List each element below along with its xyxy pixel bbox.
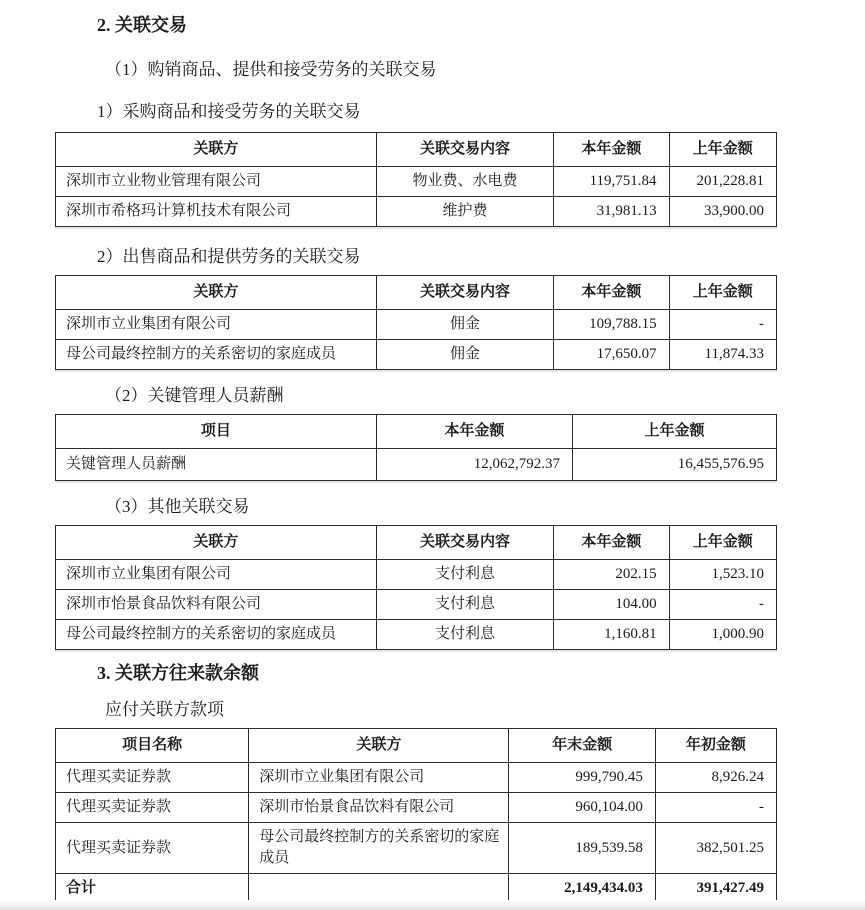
table-key-management-compensation xyxy=(55,414,777,481)
page-bottom-scan-band xyxy=(0,900,865,910)
cell-current-year-amount: 1,160.81 xyxy=(554,620,669,650)
column-header-transaction-content: 关联交易内容 xyxy=(376,526,553,560)
table-row xyxy=(56,340,777,370)
column-header-current-year-amount: 本年金额 xyxy=(376,415,572,449)
column-header-related-party: 关联方 xyxy=(249,729,509,763)
cell-transaction-content: 支付利息 xyxy=(376,620,553,650)
column-header-item: 项目 xyxy=(56,415,377,449)
table-other-transactions xyxy=(55,525,777,650)
cell-prior-year-amount: 33,900.00 xyxy=(669,197,776,227)
subsection-title-key-management: （2）关键管理人员薪酬 xyxy=(105,386,284,405)
cell-related-party: 深圳市立业物业管理有限公司 xyxy=(56,167,377,197)
cell-related-party: 母公司最终控制方的关系密切的家庭成员 xyxy=(56,620,377,650)
cell-related-party: 深圳市立业集团有限公司 xyxy=(56,560,377,590)
cell-transaction-content: 支付利息 xyxy=(376,560,553,590)
table-row xyxy=(56,310,777,340)
cell-year-end-amount: 189,539.58 xyxy=(509,823,655,874)
subsection-title-purchase-sale-services: （1）购销商品、提供和接受劳务的关联交易 xyxy=(105,60,437,79)
table-row xyxy=(56,823,777,874)
column-header-transaction-content: 关联交易内容 xyxy=(376,133,553,167)
cell-current-year-amount: 104.00 xyxy=(554,590,669,620)
cell-related-party: 深圳市怡景食品饮料有限公司 xyxy=(56,590,377,620)
cell-transaction-content: 维护费 xyxy=(376,197,553,227)
cell-year-end-amount: 999,790.45 xyxy=(509,763,655,793)
table-sales xyxy=(55,275,777,370)
cell-total-year-end-amount: 2,149,434.03 xyxy=(509,874,655,904)
cell-total-label: 合计 xyxy=(56,874,249,904)
cell-prior-year-amount: 1,000.90 xyxy=(669,620,776,650)
cell-current-year-amount: 109,788.15 xyxy=(554,310,669,340)
table-purchases xyxy=(55,132,777,227)
column-header-year-end-amount: 年末金额 xyxy=(509,729,655,763)
cell-total-related-party xyxy=(249,874,509,904)
column-header-current-year-amount: 本年金额 xyxy=(554,526,669,560)
table-total-row xyxy=(56,874,777,904)
cell-related-party: 母公司最终控制方的关系密切的家庭成员 xyxy=(56,340,377,370)
cell-related-party: 深圳市立业集团有限公司 xyxy=(56,310,377,340)
cell-transaction-content: 佣金 xyxy=(376,340,553,370)
table-header-row xyxy=(56,276,777,310)
column-header-related-party: 关联方 xyxy=(56,276,377,310)
cell-current-year-amount: 31,981.13 xyxy=(554,197,669,227)
column-header-related-party: 关联方 xyxy=(56,526,377,560)
subsection-title-other-transactions: （3）其他关联交易 xyxy=(105,497,250,516)
table-row xyxy=(56,197,777,227)
cell-year-start-amount: 8,926.24 xyxy=(655,763,776,793)
table-row xyxy=(56,449,777,481)
subsection-title-payables: 应付关联方款项 xyxy=(105,700,224,719)
table-row xyxy=(56,793,777,823)
cell-current-year-amount: 17,650.07 xyxy=(554,340,669,370)
table-header-row xyxy=(56,415,777,449)
cell-transaction-content: 物业费、水电费 xyxy=(376,167,553,197)
cell-related-party: 深圳市立业集团有限公司 xyxy=(249,763,509,793)
table-row xyxy=(56,620,777,650)
cell-prior-year-amount: 16,455,576.95 xyxy=(572,449,776,481)
cell-year-start-amount: - xyxy=(655,793,776,823)
cell-total-year-start-amount: 391,427.49 xyxy=(655,874,776,904)
cell-prior-year-amount: 201,228.81 xyxy=(669,167,776,197)
cell-current-year-amount: 12,062,792.37 xyxy=(376,449,572,481)
cell-prior-year-amount: 1,523.10 xyxy=(669,560,776,590)
cell-item-name: 代理买卖证券款 xyxy=(56,823,249,874)
table-row xyxy=(56,590,777,620)
column-header-transaction-content: 关联交易内容 xyxy=(376,276,553,310)
cell-related-party: 深圳市希格玛计算机技术有限公司 xyxy=(56,197,377,227)
column-header-year-start-amount: 年初金额 xyxy=(655,729,776,763)
subsection-title-sales: 2）出售商品和提供劳务的关联交易 xyxy=(97,247,361,266)
table-header-row xyxy=(56,133,777,167)
cell-transaction-content: 支付利息 xyxy=(376,590,553,620)
subsection-title-purchases: 1）采购商品和接受劳务的关联交易 xyxy=(97,102,361,121)
cell-prior-year-amount: 11,874.33 xyxy=(669,340,776,370)
table-header-row xyxy=(56,729,777,763)
column-header-current-year-amount: 本年金额 xyxy=(554,133,669,167)
cell-related-party: 深圳市怡景食品饮料有限公司 xyxy=(249,793,509,823)
column-header-prior-year-amount: 上年金额 xyxy=(669,526,776,560)
cell-transaction-content: 佣金 xyxy=(376,310,553,340)
column-header-prior-year-amount: 上年金额 xyxy=(669,133,776,167)
cell-item-name: 代理买卖证券款 xyxy=(56,763,249,793)
table-row xyxy=(56,560,777,590)
cell-current-year-amount: 119,751.84 xyxy=(554,167,669,197)
cell-year-end-amount: 960,104.00 xyxy=(509,793,655,823)
cell-current-year-amount: 202.15 xyxy=(554,560,669,590)
cell-item-name: 代理买卖证券款 xyxy=(56,793,249,823)
table-payables xyxy=(55,728,777,904)
column-header-item-name: 项目名称 xyxy=(56,729,249,763)
cell-prior-year-amount: - xyxy=(669,590,776,620)
column-header-prior-year-amount: 上年金额 xyxy=(572,415,776,449)
table-row xyxy=(56,763,777,793)
cell-related-party: 母公司最终控制方的关系密切的家庭成员 xyxy=(249,823,509,874)
table-header-row xyxy=(56,526,777,560)
column-header-current-year-amount: 本年金额 xyxy=(554,276,669,310)
cell-item: 关键管理人员薪酬 xyxy=(56,449,377,481)
table-row xyxy=(56,167,777,197)
section-title-related-transactions: 2. 关联交易 xyxy=(97,15,187,35)
column-header-related-party: 关联方 xyxy=(56,133,377,167)
cell-year-start-amount: 382,501.25 xyxy=(655,823,776,874)
section-title-related-party-balances: 3. 关联方往来款余额 xyxy=(97,663,259,683)
cell-prior-year-amount: - xyxy=(669,310,776,340)
column-header-prior-year-amount: 上年金额 xyxy=(669,276,776,310)
